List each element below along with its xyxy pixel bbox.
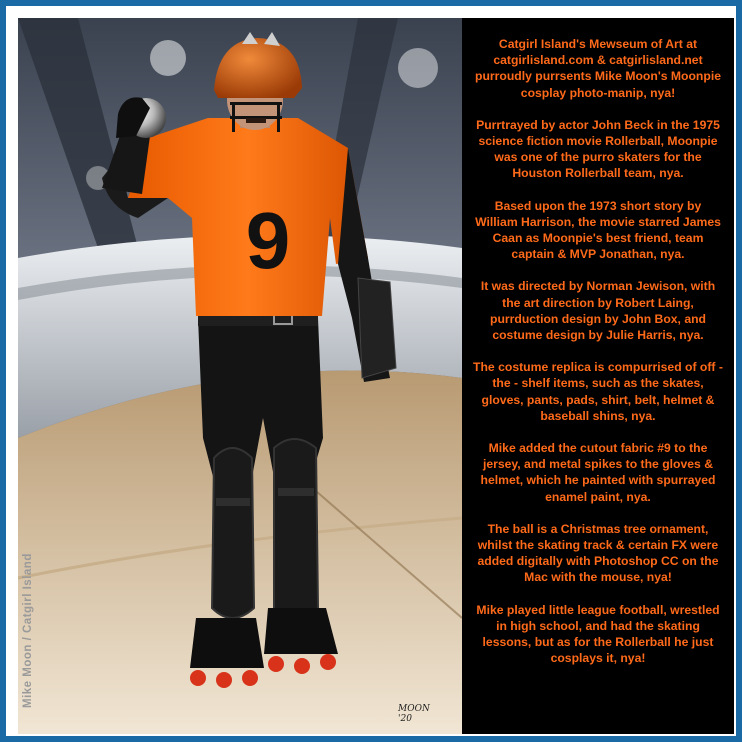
paragraph-actor: Purrtrayed by actor John Beck in the 1975 science fiction movie Rollerball, Moonpie was one of the purro skaters for the Houston Rollerball team, nya. bbox=[476, 117, 720, 181]
paragraph-story: Based upon the 1973 short story by William Harrison, the movie starred James Caan as Moonpie's best friend, team captain & MVP Jonathan, nya. bbox=[475, 198, 721, 262]
artwork bbox=[18, 18, 734, 734]
paragraph-costume: The costume replica is compurrised of off - the - shelf items, such as the skates, gloves, pants, pads, shirt, belt, helmet & baseball shins, nya. bbox=[473, 360, 723, 423]
signature-year: '20 bbox=[398, 714, 412, 724]
paragraph-crew: It was directed by Norman Jewison, with the art direction by Robert Laing, purrduction design by John Box, and costume design by Julie Harris, nya. bbox=[480, 279, 716, 343]
paragraph-intro: Catgirl Island's Mewseum of Art at catgirlisland.com & catgirlisland.net purroudly purrsents Mike Moon's Moonpie cosplay photo-manip, nya! bbox=[475, 37, 721, 100]
signature-name: MOON bbox=[398, 704, 430, 714]
paragraph-ball: The ball is a Christmas tree ornament, whilst the skating track & certain FX were added digitally with Photoshop CC on the Mac with the mouse, nya! bbox=[477, 521, 719, 585]
paragraph-closing: Mike played little league football, wrestled in high school, and had the skating lessons, but as for the Rollerball he just cosplays it, nya! bbox=[476, 602, 720, 666]
cosplay-photo bbox=[18, 18, 462, 734]
rollerball-scene bbox=[18, 18, 462, 734]
artist-signature bbox=[398, 704, 430, 724]
description-panel bbox=[462, 18, 734, 734]
paragraph-modifications: Mike added the cutout fabric #9 to the jersey, and metal spikes to the gloves & helmet, which he painted with spurrayed enamel paint, nya. bbox=[480, 441, 716, 504]
side-credit: Mike Moon / Catgirl Island bbox=[22, 553, 34, 708]
jersey-number: 9 bbox=[245, 196, 291, 285]
